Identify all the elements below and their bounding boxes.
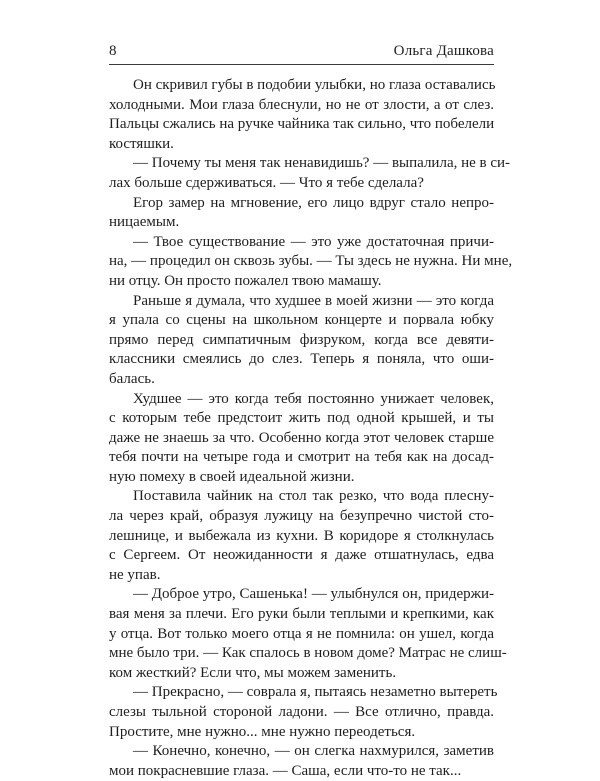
text-line: ла через край, образуя лужицу на безупречно чистой сто- [109,508,494,525]
author-name: Ольга Дашкова [393,43,494,59]
text-line: — Прекрасно, — соврала я, пытаясь незаметно вытереть [133,684,498,701]
text-line: Он скривил губы в подобии улыбки, но глаза оставались [133,77,496,93]
page-number: 8 [109,43,117,59]
text-line: Поставила чайник на стол так резко, что вода плесну- [133,488,494,505]
text-line: не упав. [109,566,161,583]
text-line: балась. [109,370,155,387]
text-line: лешнице, и выбежала из кухни. В коридоре я столкнулась [109,527,494,544]
text-line: на, — процедил он сквозь зубы. — Ты здесь не нужна. Ни мне, [109,253,513,270]
text-line: Худшее — это когда тебя постоянно унижает человек, [133,390,494,407]
text-line: ком жесткий? Если что, мы можем заменить. [109,664,397,681]
paragraph [109,233,513,292]
text-line: Простите, мне нужно... мне нужно переодеться. [109,723,416,740]
body-text [109,76,513,781]
paragraph [109,585,507,683]
paragraph [109,742,494,781]
text-line: мне было три. — Как спалось в новом доме? Матрас не слиш- [109,645,507,662]
text-line: — Конечно, конечно, — он слегка нахмурился, заметив [133,743,494,760]
text-line: Раньше я думала, что худшее в моей жизни — это когда [133,292,494,309]
text-line: с Сергеем. От неожиданности я даже отшатнулась, едва [109,547,494,564]
text-line: слезы тыльной стороной ладони. — Все отлично, правда. [109,704,494,720]
text-line: Егор замер на мгновение, его лицо вдруг стало непро- [133,194,494,211]
text-line: вая меня за плечи. Его руки были теплыми и крепкими, как [109,606,494,623]
paragraph [109,76,494,154]
text-line: я упала со сцены на школьном концерте и порвала юбку [109,312,494,329]
paragraph [109,683,498,742]
text-line: Пальцы сжались на ручке чайника так сильно, что побелели [109,116,495,133]
text-line: даже не знаешь за что. Особенно когда этот человек старше [109,429,494,446]
running-header [109,40,494,65]
text-line: холодными. Мои глаза блеснули, но не от злости, а от слез. [109,96,494,113]
text-line: ную помеху в своей идеальной жизни. [109,468,355,485]
text-line: с которым тебе предстоит жить под одной крышей, и ты [109,410,494,427]
text-line: прямо перед симпатичным физруком, когда все девяти- [109,331,494,348]
paragraph [109,194,494,233]
paragraph [109,154,511,193]
text-line: мои покрасневшие глаза. — Саша, если что-то не так... [109,762,462,779]
text-line: костяшки. [109,135,174,152]
text-line: — Почему ты меня так ненавидишь? — выпалила, не в си- [133,155,511,172]
text-line: у отца. Вот только моего отца я не помнила: он ушел, когда [109,625,494,642]
paragraph [109,292,494,390]
text-line: классники смеялись до слез. Теперь я поняла, что оши- [109,351,494,368]
text-line: ницаемым. [109,214,180,231]
text-line: тебя почти на четыре года и смотрит на тебя как на досад- [109,449,494,466]
paragraph [109,390,494,488]
text-line: ни отцу. Он просто пожалел твою мамашу. [109,272,382,289]
text-line: — Доброе утро, Сашенька! — улыбнулся он, придержи- [133,586,494,603]
text-line: — Твое существование — это уже достаточная причи- [133,233,494,250]
text-line: лах больше сдерживаться. — Что я тебе сделала? [109,174,424,191]
paragraph [109,487,494,585]
